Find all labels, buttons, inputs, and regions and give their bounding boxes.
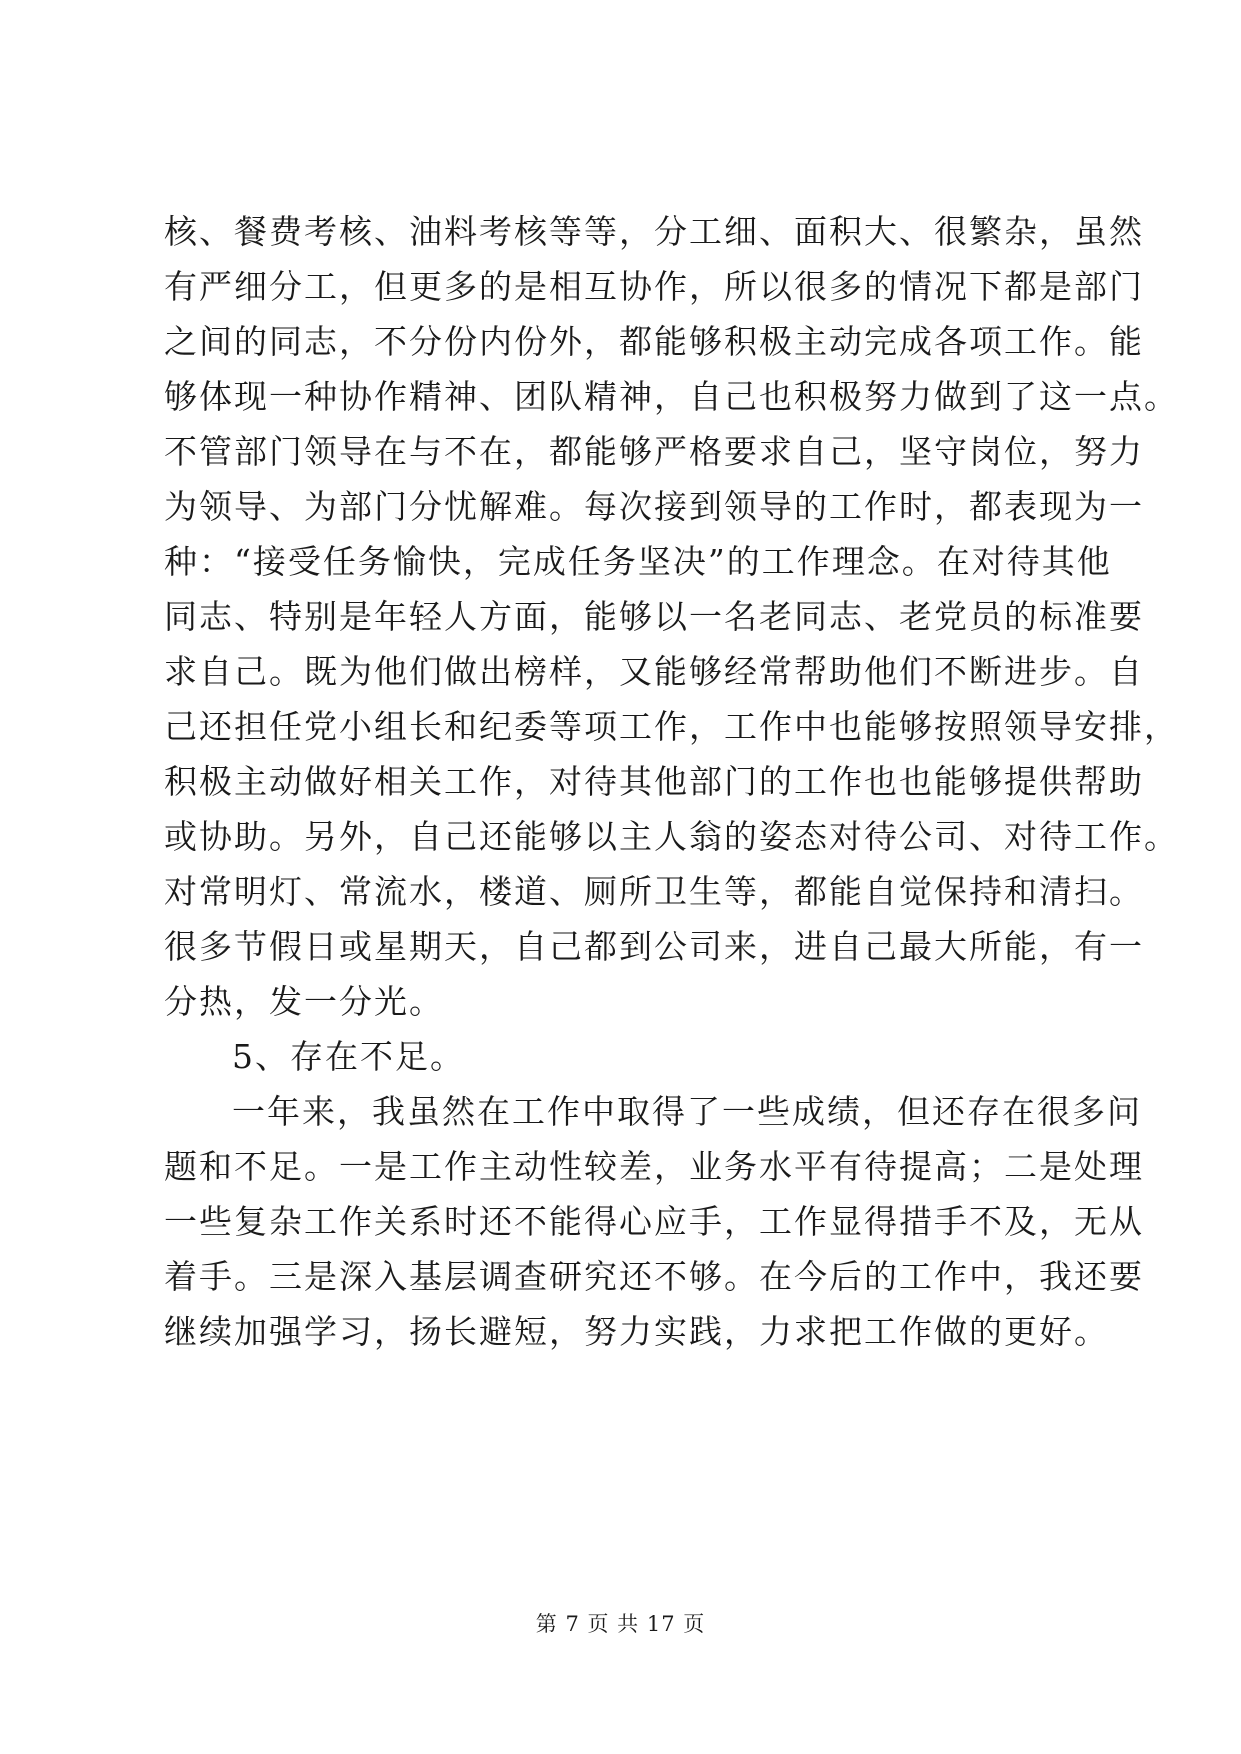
- body-text-line: 核、餐费考核、油料考核等等，分工细、面积大、很繁杂，虽然: [164, 212, 1144, 251]
- body-text-line: 一年来，我虽然在工作中取得了一些成绩，但还存在很多问: [232, 1092, 1142, 1131]
- body-text-line: 为领导、为部门分忧解难。每次接到领导的工作时，都表现为一: [164, 487, 1144, 526]
- body-text-line: 种：“接受任务愉快，完成任务坚决”的工作理念。在对待其他: [164, 542, 1112, 581]
- body-text-line: 对常明灯、常流水，楼道、厕所卫生等，都能自觉保持和清扫。: [164, 872, 1144, 911]
- body-text-line: 求自己。既为他们做出榜样，又能够经常帮助他们不断进步。自: [164, 652, 1144, 691]
- body-text-line: 够体现一种协作精神、团队精神，自己也积极努力做到了这一点。: [164, 377, 1179, 416]
- body-text-line: 题和不足。一是工作主动性较差，业务水平有待提高；二是处理: [164, 1147, 1144, 1186]
- body-text-line: 分热，发一分光。: [164, 982, 444, 1021]
- body-text-line: 很多节假日或星期天，自己都到公司来，进自己最大所能，有一: [164, 927, 1144, 966]
- body-text-line: 己还担任党小组长和纪委等项工作，工作中也能够按照领导安排，: [164, 707, 1179, 746]
- body-text-line: 积极主动做好相关工作，对待其他部门的工作也也能够提供帮助: [164, 762, 1144, 801]
- body-text-line: 或协助。另外，自己还能够以主人翁的姿态对待公司、对待工作。: [164, 817, 1179, 856]
- body-text-line: 同志、特别是年轻人方面，能够以一名老同志、老党员的标准要: [164, 597, 1144, 636]
- body-text-line: 不管部门领导在与不在，都能够严格要求自己，坚守岗位，努力: [164, 432, 1144, 471]
- body-text-line: 一些复杂工作关系时还不能得心应手，工作显得措手不及，无从: [164, 1202, 1144, 1241]
- body-text-line: 继续加强学习，扬长避短，努力实践，力求把工作做的更好。: [164, 1312, 1109, 1351]
- body-text-line: 有严细分工，但更多的是相互协作，所以很多的情况下都是部门: [164, 267, 1144, 306]
- body-text-line: 之间的同志，不分份内份外，都能够积极主动完成各项工作。能: [164, 322, 1144, 361]
- page-footer: 第 7 页 共 17 页: [535, 1612, 706, 1636]
- section-heading: 5、存在不足。: [232, 1037, 465, 1076]
- body-text-line: 着手。三是深入基层调查研究还不够。在今后的工作中，我还要: [164, 1257, 1144, 1296]
